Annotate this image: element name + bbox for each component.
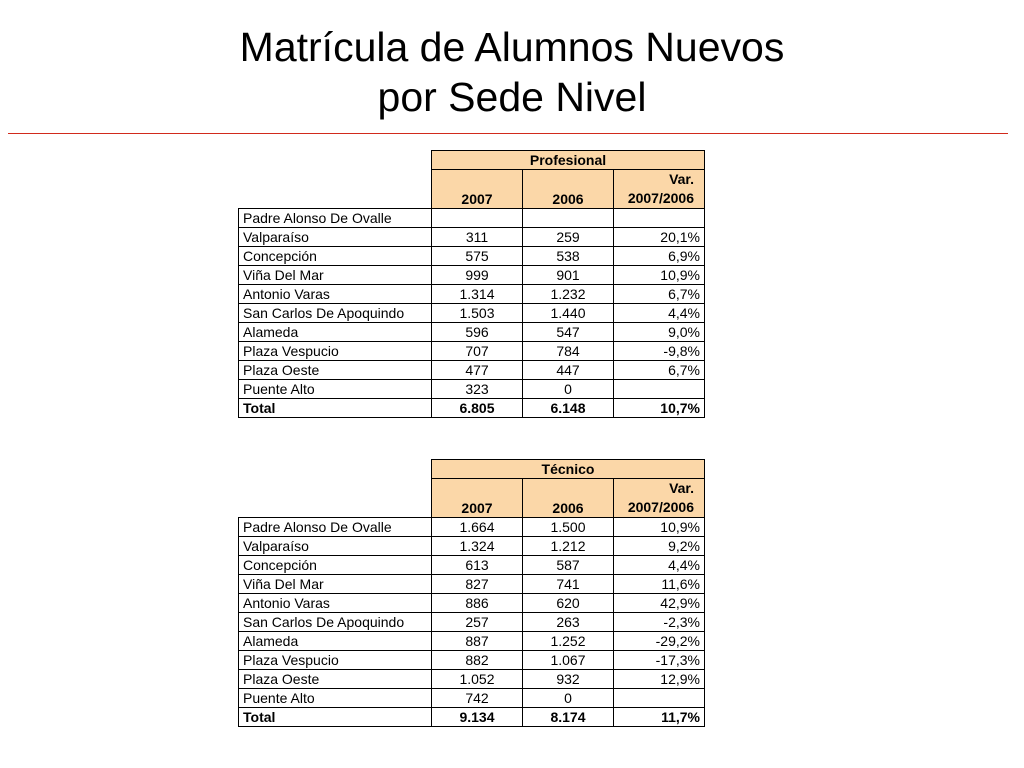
table-row — [239, 651, 705, 670]
value-var: 10,9% — [614, 518, 705, 537]
value-2007: 886 — [432, 594, 523, 613]
profesional-col-var-line-2: 2007/2006 — [627, 190, 694, 206]
campus-name: Concepción — [239, 247, 432, 266]
tecnico-column-header-row — [239, 479, 705, 518]
value-2007 — [432, 209, 523, 228]
value-2007: 311 — [432, 228, 523, 247]
value-var: 12,9% — [614, 670, 705, 689]
value-2006: 1.252 — [523, 632, 614, 651]
value-var — [614, 689, 705, 708]
value-var: 11,6% — [614, 575, 705, 594]
value-2006: 587 — [523, 556, 614, 575]
tecnico-col-2007: 2007 — [432, 479, 523, 518]
table-row — [239, 323, 705, 342]
value-var: 6,7% — [614, 361, 705, 380]
campus-name: Valparaíso — [239, 537, 432, 556]
table-row — [239, 518, 705, 537]
total-var: 11,7% — [614, 708, 705, 727]
value-2007: 999 — [432, 266, 523, 285]
profesional-col-2006: 2006 — [523, 170, 614, 209]
profesional-column-header-row — [239, 170, 705, 209]
campus-name: Viña Del Mar — [239, 575, 432, 594]
table-row — [239, 361, 705, 380]
value-var — [614, 209, 705, 228]
value-2007: 887 — [432, 632, 523, 651]
value-2007: 1.503 — [432, 304, 523, 323]
value-2006: 1.440 — [523, 304, 614, 323]
table-row — [239, 575, 705, 594]
tecnico-table — [238, 459, 705, 727]
value-var: -9,8% — [614, 342, 705, 361]
tecnico-col-var-line-1: Var. — [669, 480, 694, 496]
value-var: 9,0% — [614, 323, 705, 342]
total-2006: 6.148 — [523, 399, 614, 418]
value-2007: 323 — [432, 380, 523, 399]
table-row — [239, 285, 705, 304]
slide-title-line-2: por Sede Nivel — [377, 74, 647, 120]
total-row — [239, 708, 705, 727]
profesional-col-var — [614, 170, 705, 209]
campus-name: Antonio Varas — [239, 285, 432, 304]
value-2006: 547 — [523, 323, 614, 342]
value-2007: 613 — [432, 556, 523, 575]
value-var: 9,2% — [614, 537, 705, 556]
campus-name: Plaza Vespucio — [239, 342, 432, 361]
value-var: 20,1% — [614, 228, 705, 247]
profesional-col-var-line-1: Var. — [669, 171, 694, 187]
value-2006: 741 — [523, 575, 614, 594]
tecnico-col-var-line-2: 2007/2006 — [627, 499, 694, 515]
value-2007: 1.052 — [432, 670, 523, 689]
value-2007: 257 — [432, 613, 523, 632]
value-2006: 259 — [523, 228, 614, 247]
profesional-section-header: Profesional — [432, 151, 705, 170]
campus-name: Concepción — [239, 556, 432, 575]
campus-name: San Carlos De Apoquindo — [239, 304, 432, 323]
campus-name: Alameda — [239, 323, 432, 342]
table-row — [239, 594, 705, 613]
value-var: 10,9% — [614, 266, 705, 285]
value-2006: 1.232 — [523, 285, 614, 304]
value-2006: 620 — [523, 594, 614, 613]
total-label: Total — [239, 708, 432, 727]
value-2006: 263 — [523, 613, 614, 632]
value-2006 — [523, 209, 614, 228]
value-var: -17,3% — [614, 651, 705, 670]
value-2006: 901 — [523, 266, 614, 285]
table-row — [239, 556, 705, 575]
value-2006: 932 — [523, 670, 614, 689]
profesional-table — [238, 150, 705, 418]
value-var: -2,3% — [614, 613, 705, 632]
value-2006: 1.500 — [523, 518, 614, 537]
table-row — [239, 537, 705, 556]
campus-name: Puente Alto — [239, 689, 432, 708]
table-row — [239, 342, 705, 361]
total-row — [239, 399, 705, 418]
value-2006: 538 — [523, 247, 614, 266]
value-2007: 1.324 — [432, 537, 523, 556]
table-row — [239, 613, 705, 632]
title-divider — [8, 133, 1008, 134]
value-var: 6,7% — [614, 285, 705, 304]
value-2007: 742 — [432, 689, 523, 708]
value-var: 6,9% — [614, 247, 705, 266]
campus-name: Plaza Vespucio — [239, 651, 432, 670]
tecnico-section-header: Técnico — [432, 460, 705, 479]
table-row — [239, 632, 705, 651]
value-2007: 575 — [432, 247, 523, 266]
total-label: Total — [239, 399, 432, 418]
profesional-col-2007: 2007 — [432, 170, 523, 209]
value-2007: 477 — [432, 361, 523, 380]
value-var — [614, 380, 705, 399]
table-row — [239, 380, 705, 399]
value-2006: 0 — [523, 380, 614, 399]
campus-name: Padre Alonso De Ovalle — [239, 209, 432, 228]
campus-name: Alameda — [239, 632, 432, 651]
profesional-section-row — [239, 151, 705, 170]
slide-title-line-1: Matrícula de Alumnos Nuevos — [239, 24, 785, 70]
table-row — [239, 670, 705, 689]
campus-name: Padre Alonso De Ovalle — [239, 518, 432, 537]
campus-name: San Carlos De Apoquindo — [239, 613, 432, 632]
value-2006: 447 — [523, 361, 614, 380]
table-row — [239, 266, 705, 285]
value-2007: 596 — [432, 323, 523, 342]
tecnico-col-2006: 2006 — [523, 479, 614, 518]
campus-name: Valparaíso — [239, 228, 432, 247]
value-var: 42,9% — [614, 594, 705, 613]
total-var: 10,7% — [614, 399, 705, 418]
campus-name: Plaza Oeste — [239, 670, 432, 689]
total-2007: 6.805 — [432, 399, 523, 418]
table-row — [239, 304, 705, 323]
tecnico-section-row — [239, 460, 705, 479]
slide-title — [0, 22, 1024, 122]
value-2007: 882 — [432, 651, 523, 670]
value-2006: 784 — [523, 342, 614, 361]
table-row — [239, 689, 705, 708]
value-2006: 1.067 — [523, 651, 614, 670]
value-var: -29,2% — [614, 632, 705, 651]
campus-name: Plaza Oeste — [239, 361, 432, 380]
table-row — [239, 247, 705, 266]
table-row — [239, 209, 705, 228]
campus-name: Viña Del Mar — [239, 266, 432, 285]
value-2007: 1.314 — [432, 285, 523, 304]
value-2007: 1.664 — [432, 518, 523, 537]
value-2007: 707 — [432, 342, 523, 361]
table-row — [239, 228, 705, 247]
value-2007: 827 — [432, 575, 523, 594]
value-2006: 1.212 — [523, 537, 614, 556]
total-2006: 8.174 — [523, 708, 614, 727]
campus-name: Puente Alto — [239, 380, 432, 399]
campus-name: Antonio Varas — [239, 594, 432, 613]
value-2006: 0 — [523, 689, 614, 708]
value-var: 4,4% — [614, 304, 705, 323]
value-var: 4,4% — [614, 556, 705, 575]
tecnico-col-var — [614, 479, 705, 518]
total-2007: 9.134 — [432, 708, 523, 727]
